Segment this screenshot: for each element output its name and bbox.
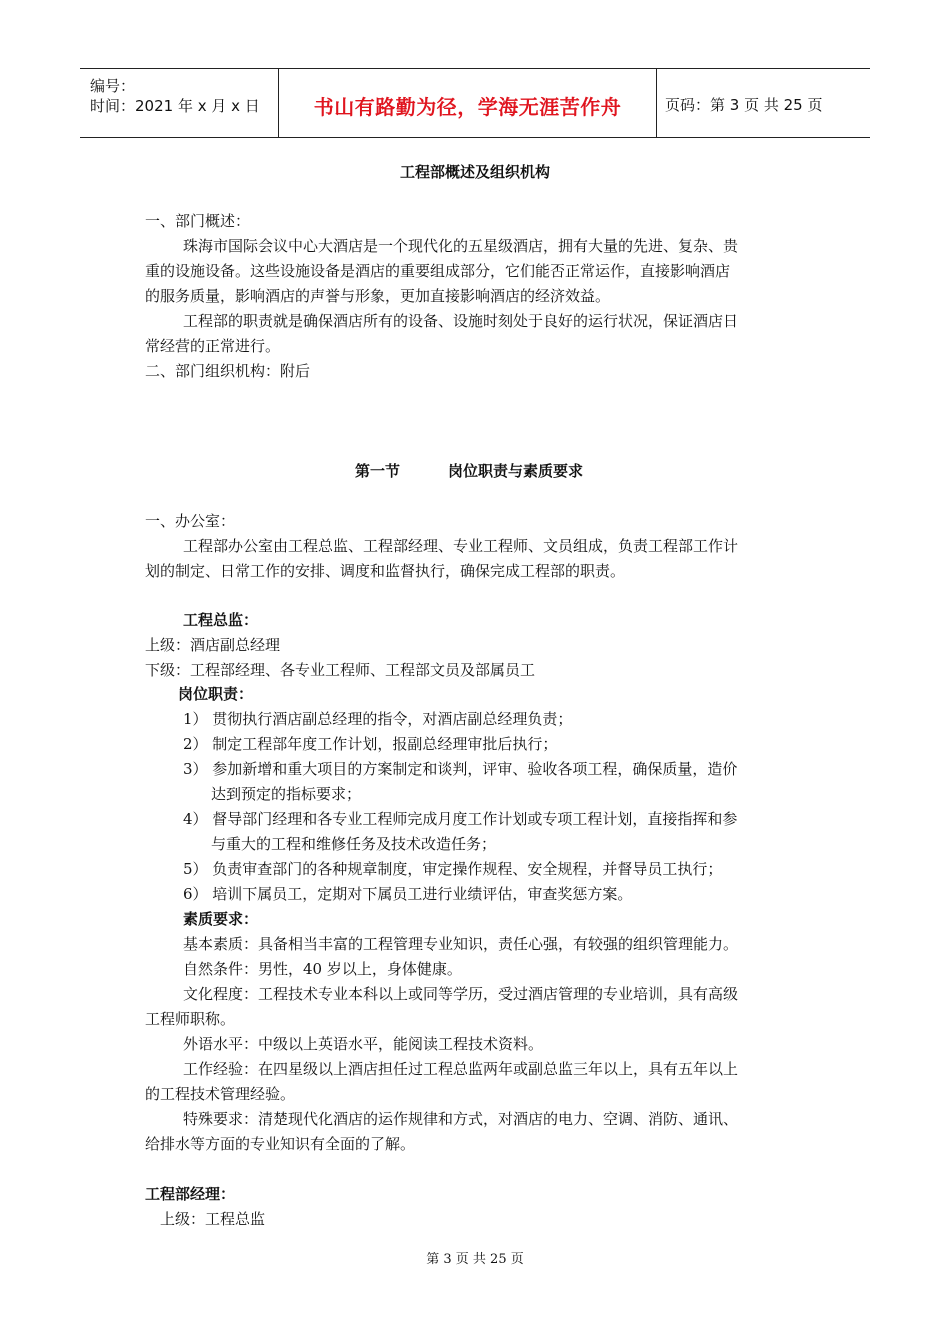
paragraph-line: 珠海市国际会议中心大酒店是一个现代化的五星级酒店，拥有大量的先进、复杂、贵 [183,237,739,255]
duty-item-cont: 达到预定的指标要求； [211,785,362,803]
duty-item: 4） 督导部门经理和各专业工程师完成月度工作计划或专项工程计划，直接指挥和参 [183,810,738,828]
qual-line: 特殊要求：清楚现代化酒店的运作规律和方式，对酒店的电力、空调、消防、通讯、 [183,1110,739,1128]
qual-heading: 素质要求： [183,910,259,928]
paragraph-line: 常经营的正常进行。 [145,337,281,355]
page-header [80,68,870,138]
manager-title: 工程部经理： [145,1185,236,1203]
header-motto-cell [279,69,657,137]
duty-item-cont: 与重大的工程和维修任务及技术改造任务； [211,835,497,853]
qual-line: 的工程技术管理经验。 [145,1085,296,1103]
section-number: 第一节 [355,462,401,480]
director-superior: 上级：酒店副总经理 [145,636,281,654]
qual-line: 基本素质：具备相当丰富的工程管理专业知识，责任心强，有较强的组织管理能力。 [183,935,739,953]
page-footer: 第 3 页 共 25 页 [426,1252,524,1267]
duty-item: 3） 参加新增和重大项目的方案制定和谈判，评审、验收各项工程，确保质量，造价 [183,760,738,778]
paragraph-line: 的服务质量，影响酒店的声誉与形象，更加直接影响酒店的经济效益。 [145,287,611,305]
qual-line: 给排水等方面的专业知识有全面的了解。 [145,1135,416,1153]
duty-item: 6） 培训下属员工，定期对下属员工进行业绩评估，审查奖惩方案。 [183,885,633,903]
duty-item: 1） 贯彻执行酒店副总经理的指令，对酒店副总经理负责； [183,710,573,728]
header-meta [80,69,279,137]
motto: 书山有路勤为径，学海无涯苦作舟 [313,95,622,119]
qual-line: 外语水平：中级以上英语水平，能阅读工程技术资料。 [183,1035,544,1053]
page-info: 页码：第 3 页 共 25 页 [665,96,823,114]
qual-line: 自然条件：男性，40 岁以上，身体健康。 [183,960,462,978]
time-label: 时间：2021 年 x 月 x 日 [90,97,260,115]
section-title: 岗位职责与素质要求 [448,462,584,480]
s2-heading: 二、部门组织机构：附后 [145,362,311,380]
duty-item: 2） 制定工程部年度工作计划，报副总经理审批后执行； [183,735,558,753]
qual-line: 文化程度：工程技术专业本科以上或同等学历，受过酒店管理的专业培训，具有高级 [183,985,739,1003]
number-label: 编号： [90,77,136,95]
director-title: 工程总监： [183,611,259,629]
paragraph-line: 划的制定、日常工作的安排、调度和监督执行，确保完成工程部的职责。 [145,562,626,580]
duties-heading: 岗位职责： [178,685,254,703]
paragraph-line: 重的设施设备。这些设施设备是酒店的重要组成部分，它们能否正常运作，直接影响酒店 [145,262,731,280]
paragraph-line: 工程部办公室由工程总监、工程部经理、专业工程师、文员组成，负责工程部工作计 [183,537,739,555]
manager-superior: 上级：工程总监 [160,1210,266,1228]
qual-line: 工程师职称。 [145,1010,236,1028]
director-subordinate: 下级：工程部经理、各专业工程师、工程部文员及部属员工 [145,661,536,679]
s1-heading: 一、部门概述： [145,212,251,230]
header-page-cell [657,69,870,137]
paragraph-line: 工程部的职责就是确保酒店所有的设备、设施时刻处于良好的运行状况，保证酒店日 [183,312,739,330]
qual-line: 工作经验：在四星级以上酒店担任过工程总监两年或副总监三年以上，具有五年以上 [183,1060,739,1078]
office-heading: 一、办公室： [145,512,236,530]
duty-item: 5） 负责审查部门的各种规章制度，审定操作规程、安全规程，并督导员工执行； [183,860,723,878]
doc-title: 工程部概述及组织机构 [399,163,550,181]
